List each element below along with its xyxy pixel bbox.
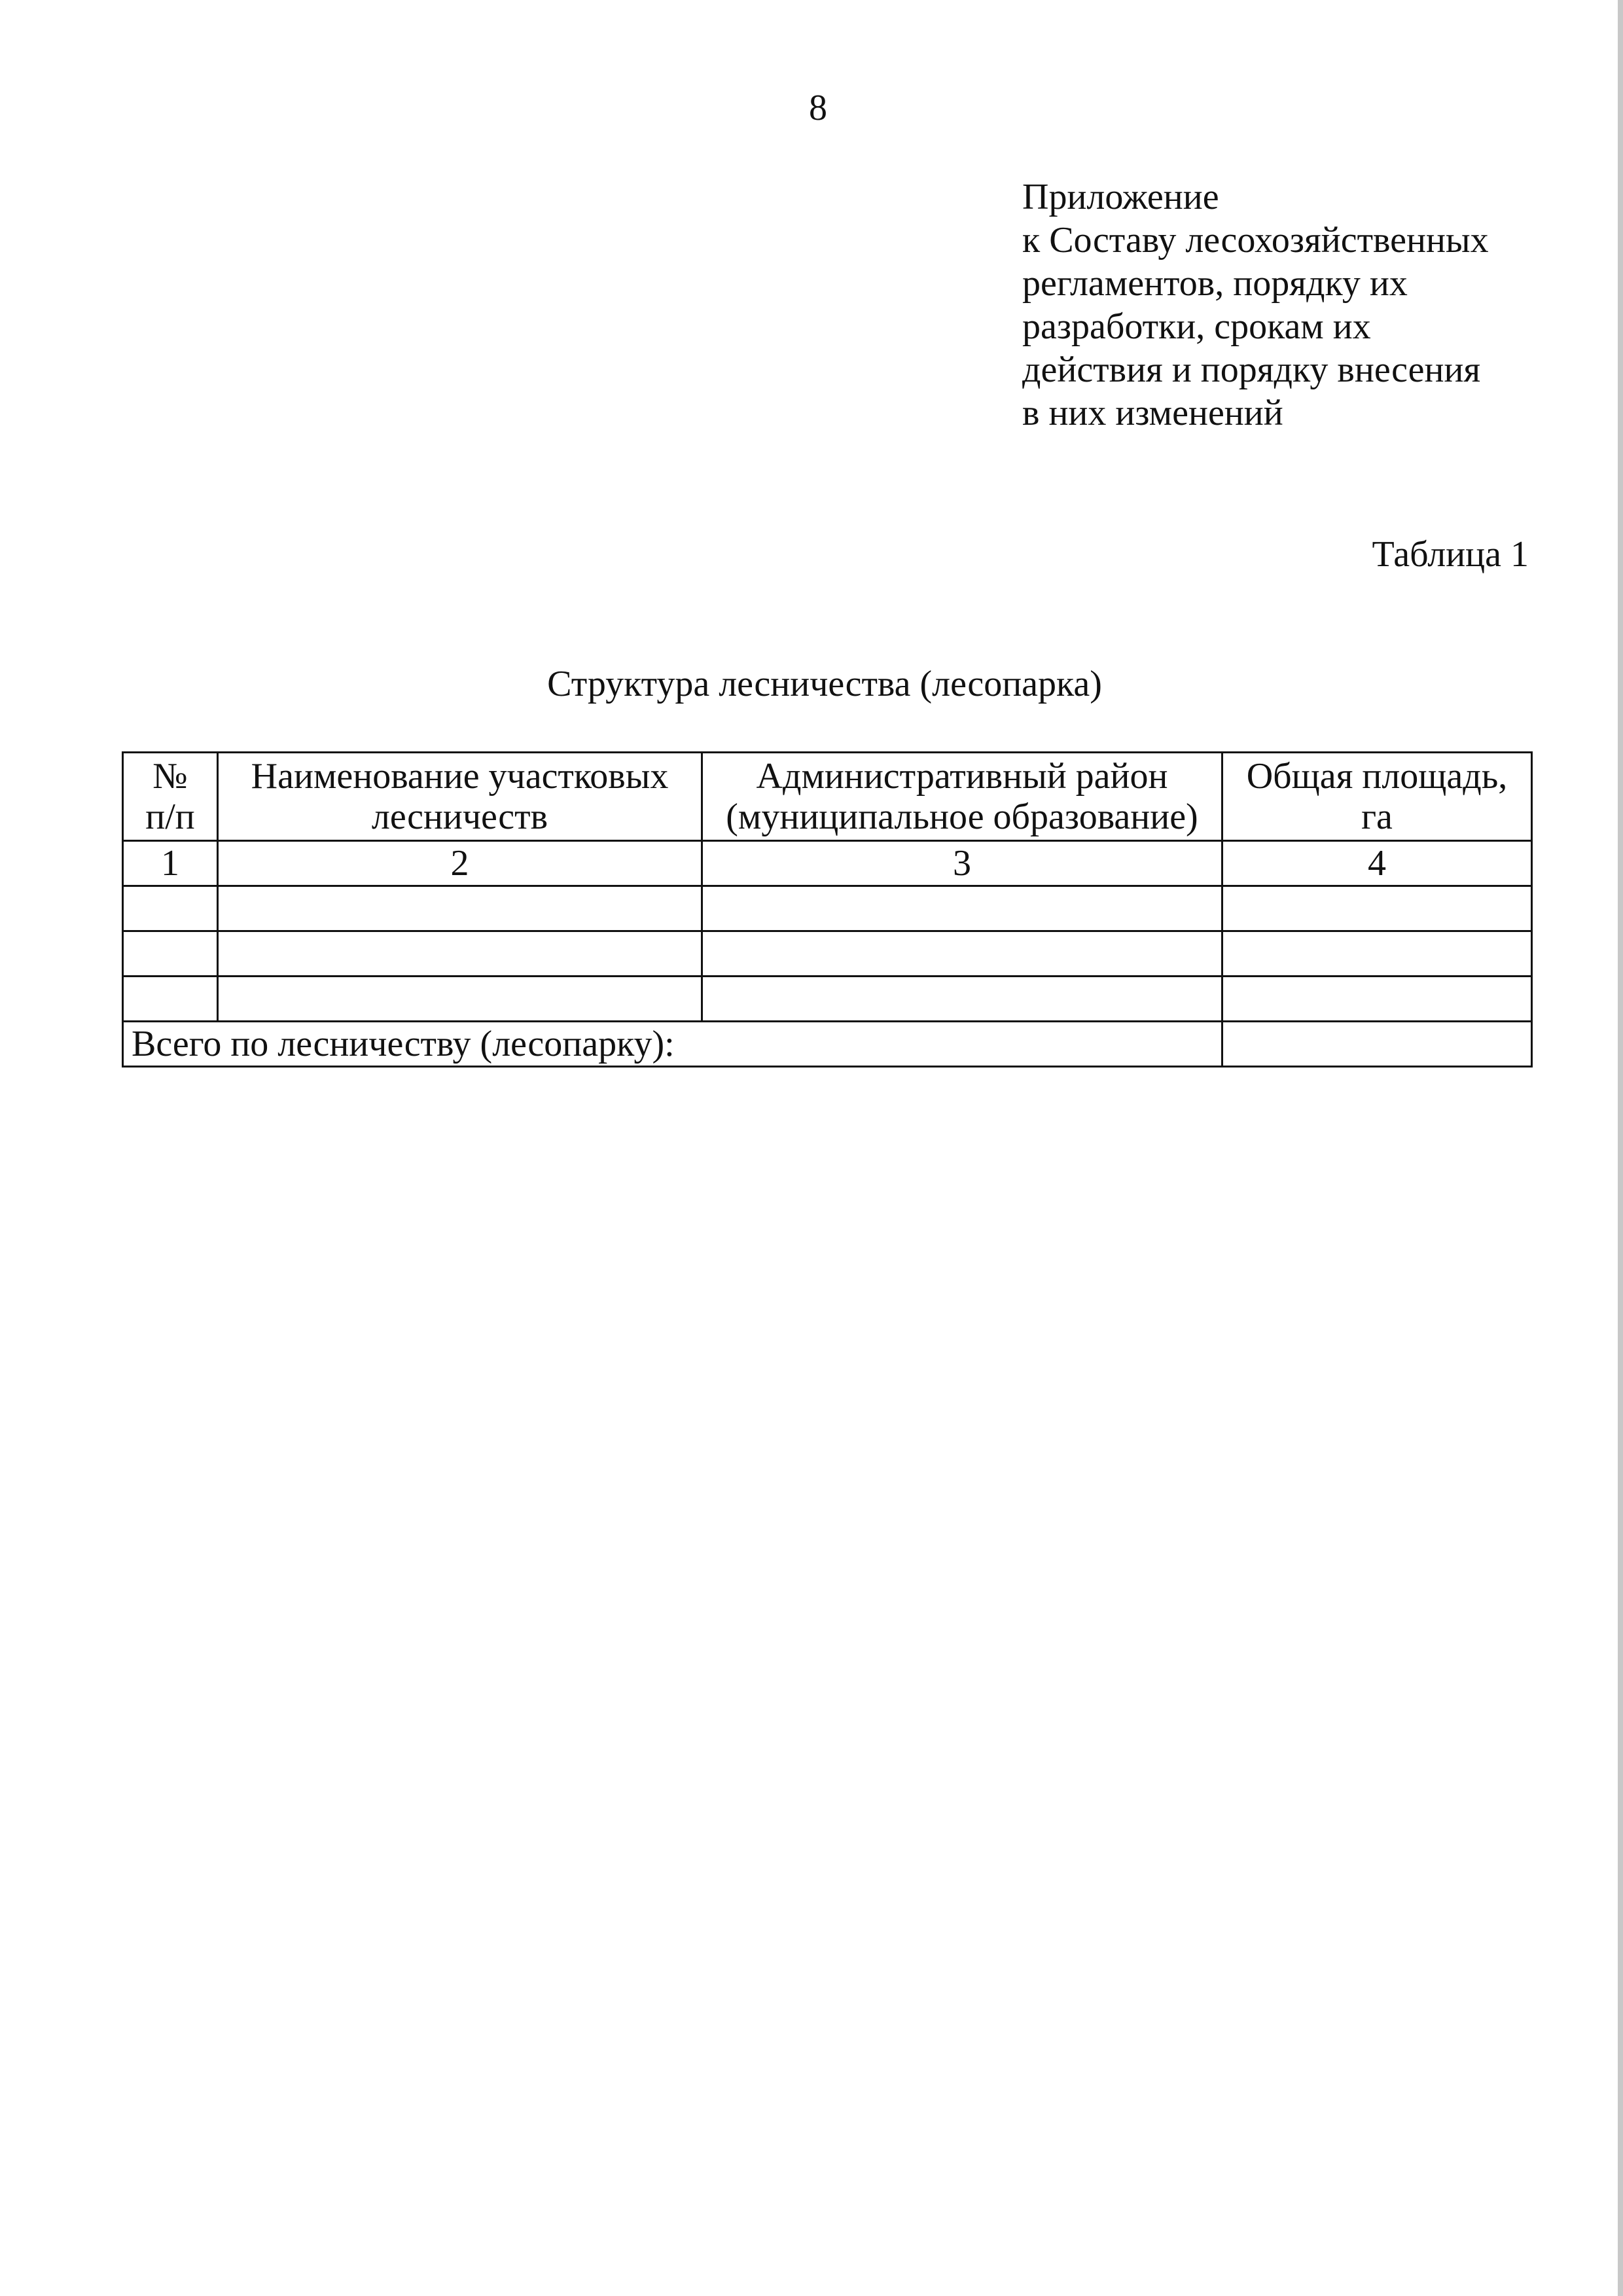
table-cell bbox=[702, 886, 1222, 931]
page-number: 8 bbox=[809, 88, 827, 128]
table-row bbox=[123, 977, 1532, 1022]
header-cell-district-forestries bbox=[218, 753, 702, 841]
total-label: Всего по лесничеству (лесопарку): bbox=[123, 1022, 1222, 1067]
column-number-cell: 1 bbox=[123, 841, 218, 886]
total-row bbox=[123, 1022, 1532, 1067]
forestry-structure-table bbox=[122, 751, 1533, 1067]
document-title: Структура лесничества (лесопарка) bbox=[547, 664, 1102, 704]
appendix-line: регламентов, порядку их bbox=[1022, 263, 1408, 304]
table-cell bbox=[123, 977, 218, 1022]
table-cell bbox=[123, 886, 218, 931]
table-cell bbox=[1222, 886, 1532, 931]
header-line: га bbox=[1361, 797, 1393, 837]
page-edge-shadow bbox=[1618, 0, 1623, 2296]
column-number-cell: 4 bbox=[1222, 841, 1532, 886]
header-line: лесничеств bbox=[371, 797, 548, 837]
header-line: п/п bbox=[145, 797, 195, 837]
total-value bbox=[1222, 1022, 1532, 1067]
table-cell bbox=[1222, 931, 1532, 977]
appendix-line: в них изменений bbox=[1022, 393, 1283, 433]
table-cell bbox=[218, 886, 702, 931]
column-number-row bbox=[123, 841, 1532, 886]
header-line: (муниципальное образование) bbox=[726, 797, 1198, 837]
table-label: Таблица 1 bbox=[1372, 534, 1529, 575]
column-number-cell: 2 bbox=[218, 841, 702, 886]
column-number-cell: 3 bbox=[702, 841, 1222, 886]
header-line: Общая площадь, bbox=[1246, 756, 1508, 797]
table-cell bbox=[702, 931, 1222, 977]
table-row bbox=[123, 886, 1532, 931]
table-cell bbox=[1222, 977, 1532, 1022]
table-cell bbox=[123, 931, 218, 977]
appendix-line: Приложение bbox=[1022, 177, 1219, 217]
table-header-row bbox=[123, 753, 1532, 841]
table-cell bbox=[218, 931, 702, 977]
header-line: Наименование участковых bbox=[251, 756, 669, 797]
appendix-line: действия и порядку внесения bbox=[1022, 350, 1481, 390]
header-cell-number bbox=[123, 753, 218, 841]
appendix-line: разработки, срокам их bbox=[1022, 306, 1371, 347]
table-cell bbox=[218, 977, 702, 1022]
header-line: № bbox=[152, 756, 188, 797]
header-cell-total-area bbox=[1222, 753, 1532, 841]
table-row bbox=[123, 931, 1532, 977]
header-line: Административный район bbox=[756, 756, 1168, 797]
header-cell-administrative-district bbox=[702, 753, 1222, 841]
appendix-line: к Составу лесохозяйственных bbox=[1022, 220, 1489, 260]
table-cell bbox=[702, 977, 1222, 1022]
appendix-heading bbox=[1022, 175, 1585, 435]
